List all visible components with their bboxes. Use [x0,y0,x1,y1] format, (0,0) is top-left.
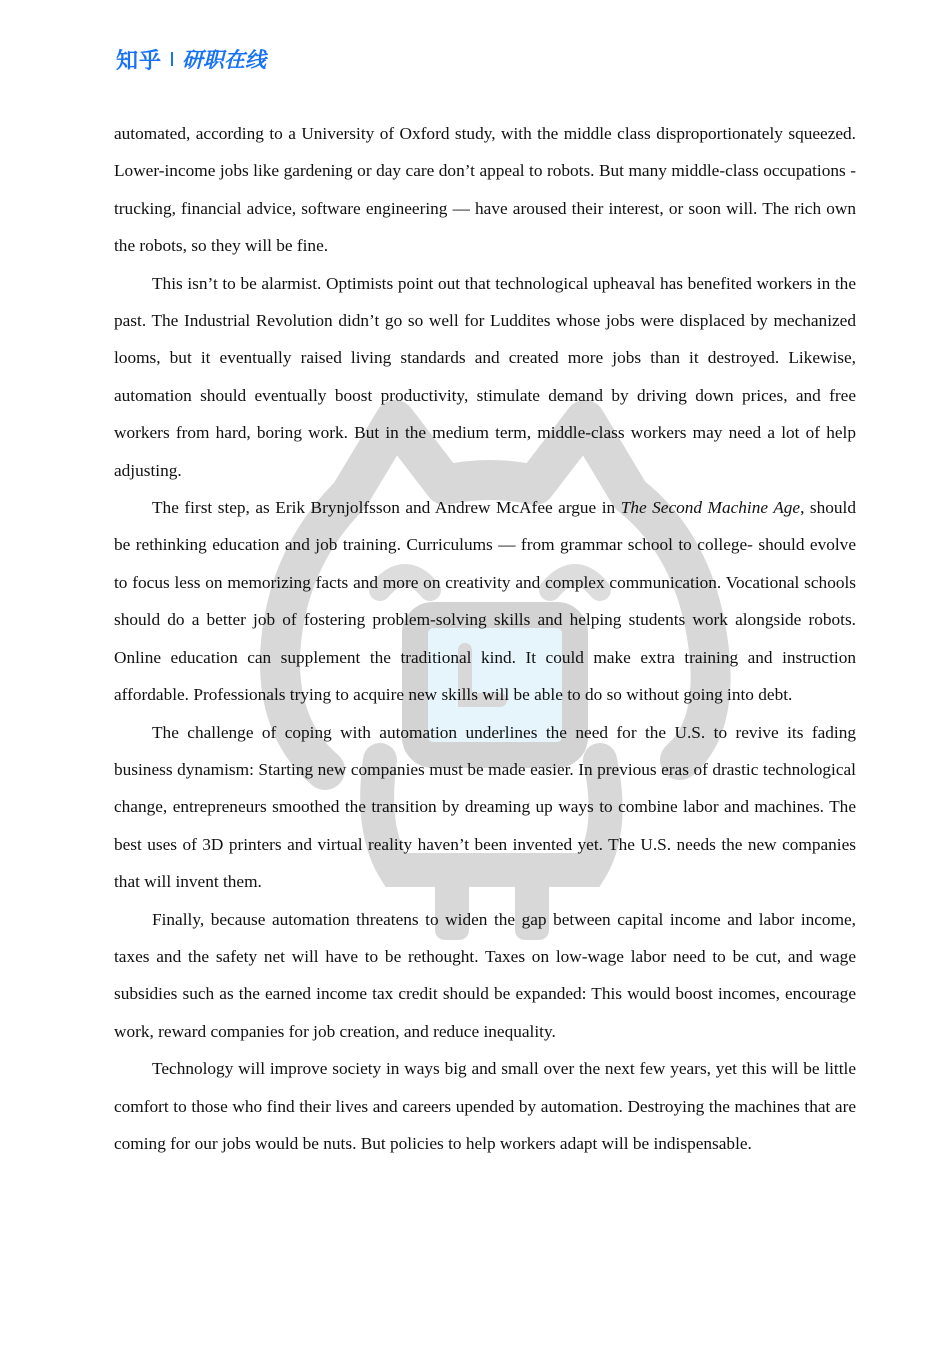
brand-primary: 知乎 [116,48,163,74]
header-logo[interactable] [116,44,266,74]
logo-divider [171,52,173,66]
paragraph: Technology will improve society in ways big and small over the next few years, yet this will be little comfort to those who find their lives and careers upended by automation. Destroying the machines that are coming for our jobs would be nuts. But policies to help workers adapt will be indispensable. [114,1059,856,1153]
paragraph: This isn’t to be alarmist. Optimists point out that technological upheaval has benefited workers in the past. The Industrial Revolution didn’t go so well for Luddites whose jobs were displaced by mechanized looms, but it eventually raised living standards and created more jobs than it destroyed. Likewise, automation should eventually boost productivity, stimulate demand by driving down prices, and free workers from hard, boring work. But in the medium term, middle-class workers may need a lot of help adjusting. [114,273,856,480]
paragraph: The challenge of coping with automation underlines the need for the U.S. to revive its fading business dynamism: Starting new companies must be made easier. In previous eras of drastic technological change, entrepreneurs smoothed the transition by dreaming up ways to combine labor and machines. The best uses of 3D printers and virtual reality haven’t been invented yet. The U.S. needs the new companies that will invent them. [114,722,856,892]
brand-secondary: 研职在线 [182,48,267,72]
paragraph [114,489,856,713]
paragraph: automated, according to a University of Oxford study, with the middle class disproportionately squeezed. Lower-income jobs like gardening or day care don’t appeal to robots. But many middle-class occupations - trucking, financial advice, software engineering — have aroused their interest, or soon will. The rich own the robots, so they will be fine. [114,124,856,256]
paragraph-text: , should be rethinking education and job training. Curriculums — from grammar school to college- should evolve to focus less on memorizing facts and more on creativity and complex communication. Vocational schools should do a better job of fostering problem-solving skills and helping students work alongside robots. Online education can supplement the traditional kind. It could make extra training and instruction affordable. Professionals trying to acquire new skills will be able to do so without going into debt. [114,498,856,705]
article-body [114,115,856,1162]
book-title: The Second Machine Age [620,498,801,518]
paragraph-text: The first step, as Erik Brynjolfsson and Andrew McAfee argue in [152,498,621,518]
paragraph: Finally, because automation threatens to widen the gap between capital income and labor income, taxes and the safety net will have to be rethought. Taxes on low-wage labor need to be cut, and wage subsidies such as the earned income tax credit should be expanded: This would boost incomes, encourage work, reward companies for job creation, and reduce inequality. [114,909,856,1041]
